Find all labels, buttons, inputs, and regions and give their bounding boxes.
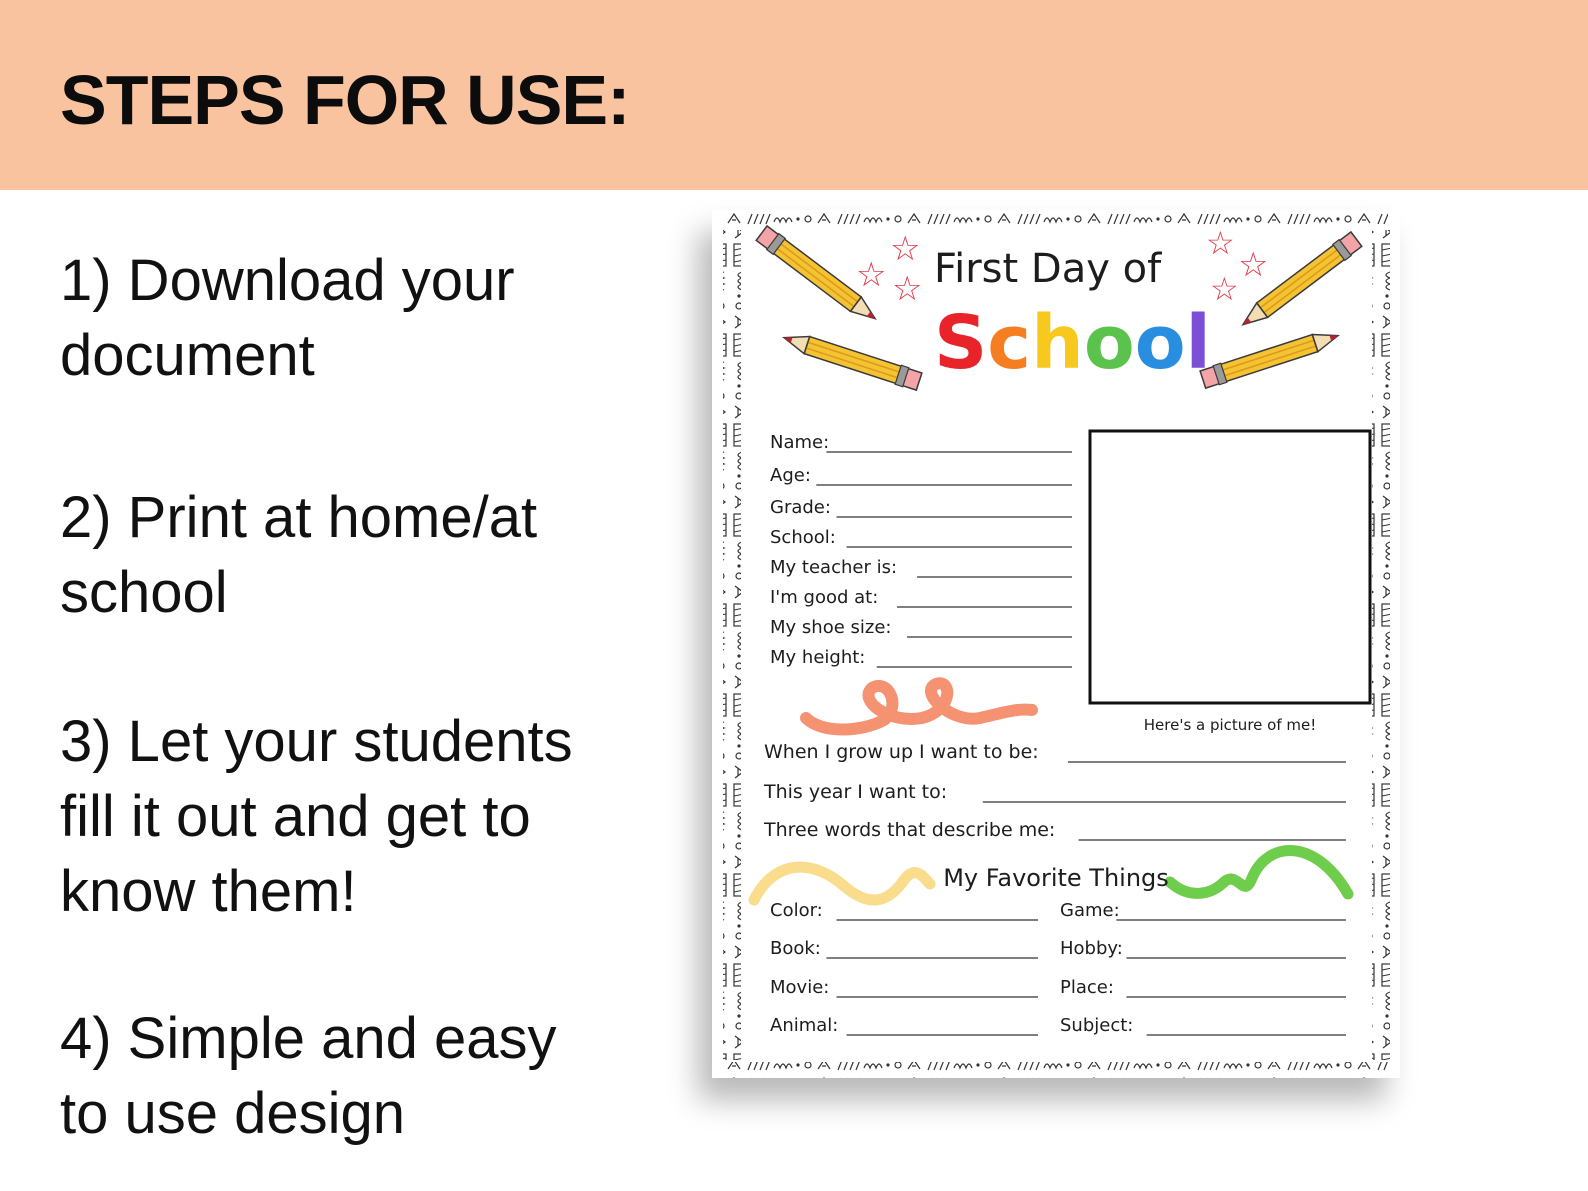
- goal-field-0-label: When I grow up I want to be:: [764, 741, 1039, 763]
- step-2-line-2: school: [60, 560, 228, 625]
- field-3-label: School:: [770, 527, 836, 548]
- school-letter: l: [1185, 300, 1211, 386]
- step-2: [60, 480, 537, 630]
- fav-left-3-label: Animal:: [770, 1015, 839, 1036]
- fav-right-2-label: Place:: [1060, 977, 1114, 998]
- school-letter: S: [934, 300, 988, 386]
- svg-text:☆: ☆: [1210, 270, 1239, 308]
- stars-right-icon: [1206, 224, 1268, 308]
- step-4-line-2: to use design: [60, 1081, 406, 1146]
- step-2-line-1: 2) Print at home/at: [60, 485, 538, 550]
- svg-text:☆: ☆: [1238, 245, 1269, 285]
- step-3-line-3: know them!: [60, 859, 357, 924]
- fav-right-1-label: Hobby:: [1060, 938, 1123, 959]
- pencil-right-bottom-icon: [1200, 326, 1341, 389]
- field-6-label: My shoe size:: [770, 617, 892, 638]
- goal-field-1-label: This year I want to:: [764, 781, 948, 803]
- step-1: [60, 243, 515, 393]
- step-3-line-2: fill it out and get to: [60, 784, 531, 849]
- step-4: [60, 1001, 556, 1151]
- field-5-label: I'm good at:: [770, 587, 879, 608]
- orange-squiggle: [806, 683, 1032, 729]
- worksheet-canvas: [712, 210, 1400, 1078]
- green-squiggle: [1170, 851, 1348, 894]
- fav-right-0-label: Game:: [1060, 900, 1120, 921]
- fav-left-1-label: Book:: [770, 938, 821, 959]
- pencil-left-bottom-icon: [781, 328, 922, 391]
- favorites-heading: My Favorite Things: [943, 864, 1169, 892]
- school-letter: o: [1083, 300, 1135, 386]
- step-1-line-2: document: [60, 323, 315, 388]
- school-letter: h: [1031, 300, 1084, 386]
- favorites-fields: [770, 900, 1346, 1036]
- worksheet-preview: [712, 210, 1400, 1078]
- svg-text:☆: ☆: [890, 229, 921, 269]
- school-letter: o: [1134, 300, 1186, 386]
- goals-fields: [763, 741, 1346, 841]
- header-banner: [0, 0, 1588, 190]
- stars-left-icon: [856, 229, 922, 309]
- worksheet-title: First Day of: [934, 246, 1162, 292]
- photo-box[interactable]: [1090, 431, 1370, 703]
- info-fields: [770, 432, 1072, 668]
- goal-field-2-label: Three words that describe me:: [764, 819, 1056, 841]
- fav-right-3-label: Subject:: [1060, 1015, 1134, 1036]
- field-4-label: My teacher is:: [770, 557, 898, 578]
- field-7-label: My height:: [770, 647, 866, 668]
- step-3-line-1: 3) Let your students: [60, 709, 573, 774]
- field-2-label: Grade:: [770, 497, 831, 518]
- field-1-label: Age:: [770, 465, 811, 486]
- school-word: [934, 300, 1211, 386]
- school-letter: c: [987, 300, 1032, 386]
- yellow-squiggle: [754, 867, 930, 900]
- svg-text:☆: ☆: [1206, 224, 1235, 262]
- banner-title: STEPS FOR USE:: [60, 61, 630, 139]
- field-0-label: Name:: [770, 432, 830, 453]
- step-4-line-1: 4) Simple and easy: [60, 1006, 557, 1071]
- photo-caption: Here's a picture of me!: [1143, 716, 1317, 734]
- step-1-line-1: 1) Download your: [60, 248, 515, 313]
- fav-left-0-label: Color:: [770, 900, 823, 921]
- step-3: [60, 704, 573, 929]
- svg-text:☆: ☆: [892, 269, 923, 309]
- svg-text:☆: ☆: [856, 255, 887, 295]
- fav-left-2-label: Movie:: [770, 977, 830, 998]
